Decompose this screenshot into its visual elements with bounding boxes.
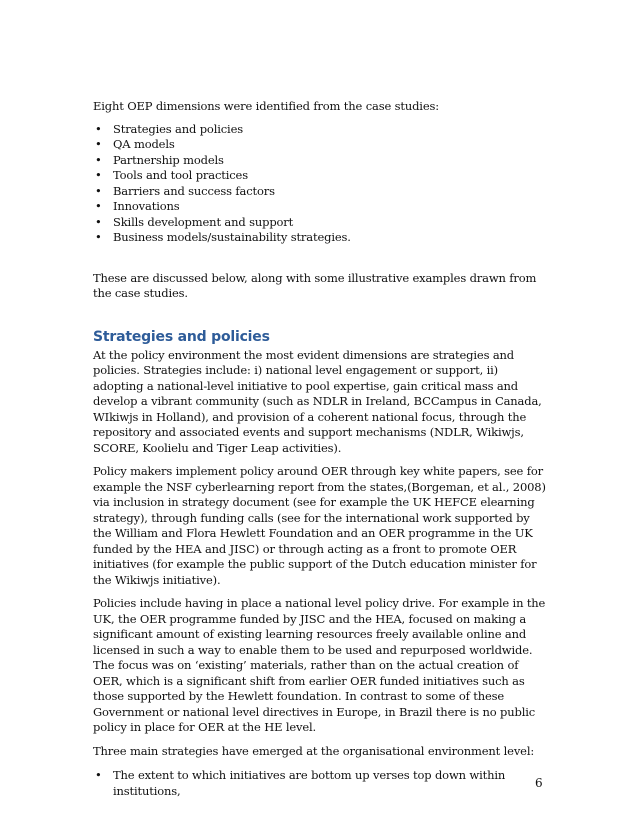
bullet-icon: • xyxy=(95,199,102,213)
paragraph: Policies include having in place a national level policy drive. For example in the UK, the OER programme funded by JISC and the HEA, focused on making a significant amount of existing learning resources freely available online and licensed in such a way to enable them to be used and repurposed worldwide. The focus was on ‘existing’ materials, rather than on the actual creation of OER, which is a significant shift from earlier OER funded initiatives such as those supported by the Hewlett foundation. In contrast to some of these Government or national level directives in Europe, in Brazil there is no public policy in place for OER at the HE level. xyxy=(93,596,546,734)
bullet-icon: • xyxy=(95,214,102,229)
paragraph: Policy makers implement policy around OER through key white papers, see for example the NSF cyberlearning report from the states,(Borgeman, et al., 2008) via inclusion in strategy document (see for example the UK HEFCE elearning strategy), through funding calls (see for the international work supported by the William and Flora Hewlett Foundation and an OER programme in the UK funded by the HEA and JISC) or through acting as a front to promote OER initiatives (for example the public support of the Dutch education minister for the Wikiwjs initiative). xyxy=(93,464,546,587)
paragraph: Three main strategies have emerged at the organisational environment level: xyxy=(93,743,535,758)
section-heading: Strategies and policies xyxy=(93,328,270,345)
list-item: • The extent to which initiatives are bottom up verses top down within institutions, xyxy=(95,768,506,798)
bullet-icon: • xyxy=(95,121,102,136)
list-item: • Barriers and success factors xyxy=(95,183,275,198)
strategies-list xyxy=(93,768,548,799)
bullet-icon: • xyxy=(95,183,102,198)
page-number: 6 xyxy=(535,776,543,790)
list-item: • Business models/sustainability strategies. xyxy=(95,230,351,244)
bullet-icon: • xyxy=(95,768,102,782)
discussed-text: These are discussed below, along with some illustrative examples drawn from the case studies. xyxy=(93,270,537,300)
bullet-icon: • xyxy=(95,152,102,167)
bullet-icon: • xyxy=(95,137,102,151)
intro-text: Eight OEP dimensions were identified from the case studies: xyxy=(93,99,439,113)
paragraph: At the policy environment the most evident dimensions are strategies and policies. Strategies include: i) national level engagement or support, ii) adopting a national-level initiative to pool expertise, gain critical mass and develop a vibrant community (such as NDLR in Ireland, BCCampus in Canada, WIkiwjs in Holland), and provision of a coherent national focus, through the repository and associated events and support mechanisms (NDLR, Wikiwjs, SCORE, Koolielu and Tiger Leap activities). xyxy=(93,347,542,455)
bullet-icon: • xyxy=(95,230,102,244)
list-item: • Tools and tool practices xyxy=(95,168,248,182)
page-content xyxy=(93,99,548,799)
list-item: • Partnership models xyxy=(95,152,224,167)
list-item: • QA models xyxy=(95,137,175,151)
bullet-icon: • xyxy=(95,168,102,182)
list-item: • Skills development and support xyxy=(95,214,294,229)
list-item: • Innovations xyxy=(95,199,180,213)
list-item: • Strategies and policies xyxy=(95,121,243,136)
dimensions-list xyxy=(93,122,548,246)
